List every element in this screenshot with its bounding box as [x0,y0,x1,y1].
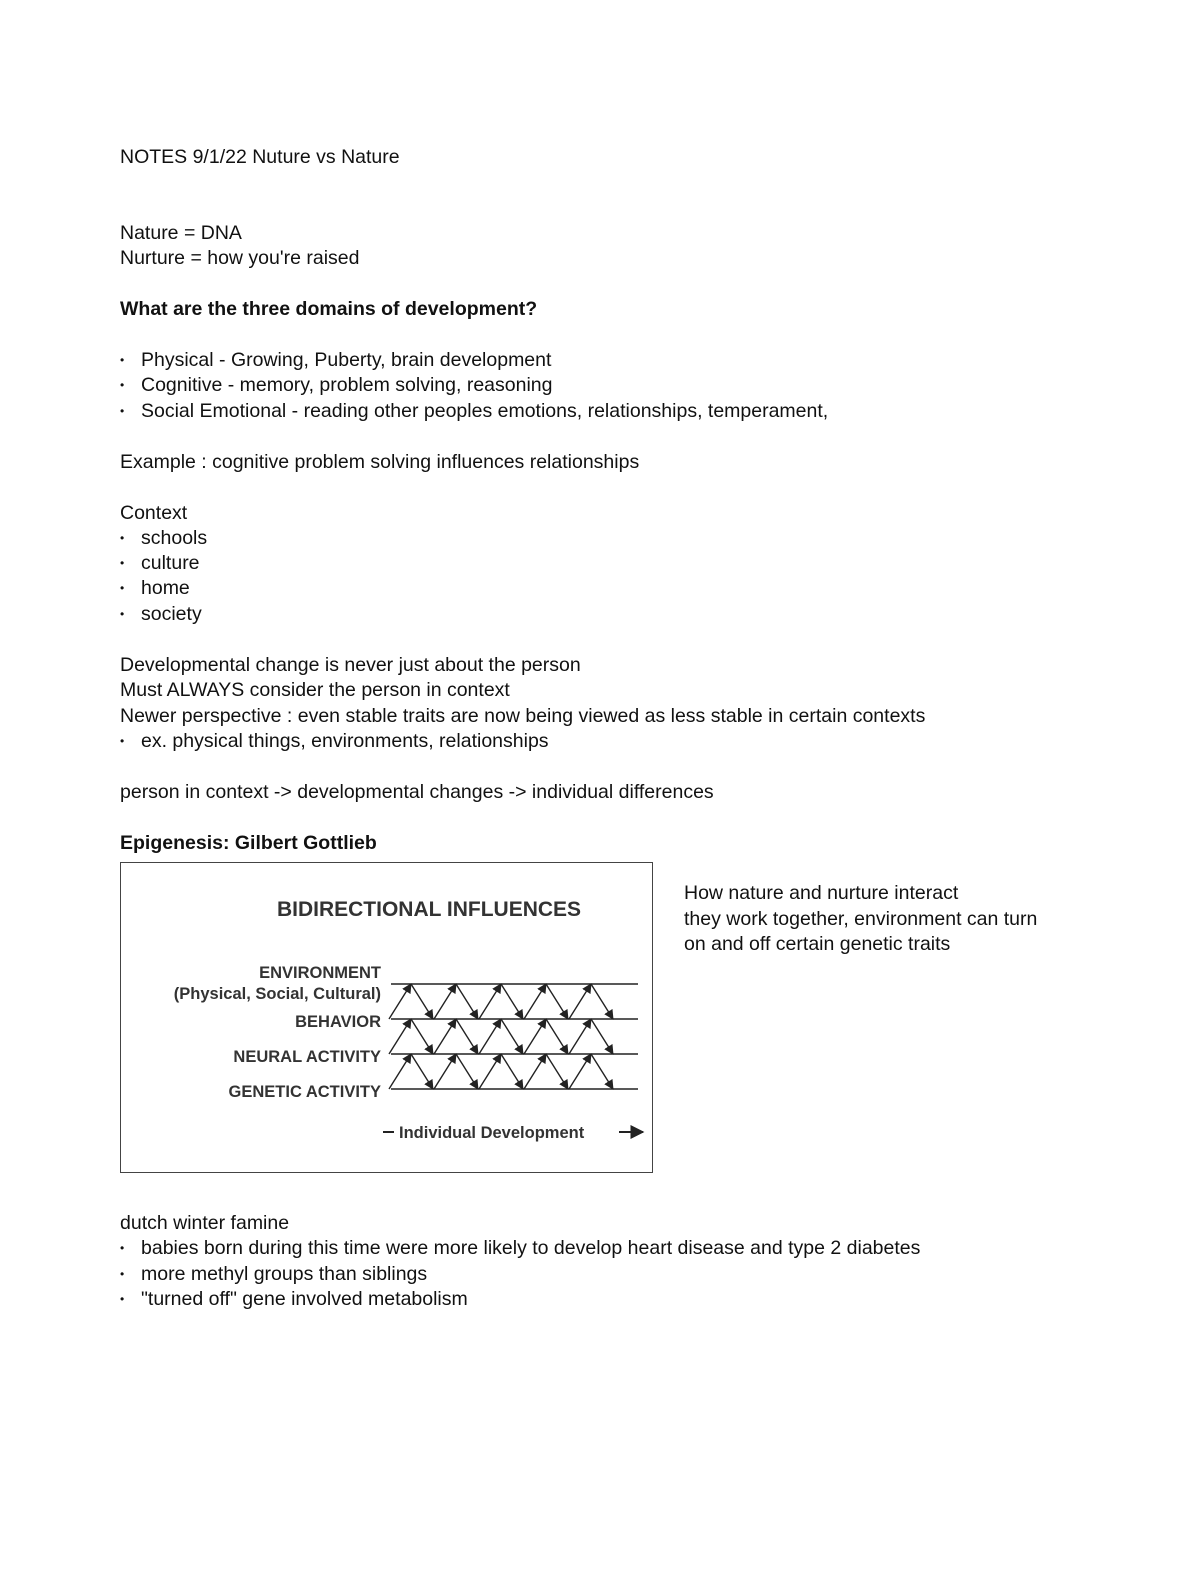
downward-influence-arrow [591,1054,613,1089]
upward-influence-arrow [524,1019,546,1054]
axis-label: Individual Development [399,1124,585,1142]
epigenesis-heading: Epigenesis: Gilbert Gottlieb [120,832,377,854]
label-genetic-activity: GENETIC ACTIVITY [228,1083,381,1101]
domain-item: • Social Emotional - reading other peoples emotions, relationships, temperament, [120,399,828,424]
figure-diagram [121,863,654,1174]
context-heading: Context [120,502,188,524]
downward-influence-arrow [501,1019,523,1054]
upward-influence-arrow [569,984,591,1019]
developmental-line: Newer perspective : even stable traits are now being viewed as less stable in certain contexts [120,705,926,727]
side-note-line: they work together, environment can turn [684,907,1038,930]
label-environment: ENVIRONMENT [259,964,381,982]
side-note-line: on and off certain genetic traits [684,933,951,955]
label-behavior: BEHAVIOR [295,1013,381,1031]
downward-influence-arrow [456,984,478,1019]
downward-influence-arrow [456,1019,478,1054]
downward-influence-arrow [411,1054,433,1089]
developmental-line: Developmental change is never just about the person [120,654,581,676]
downward-influence-arrow [456,1054,478,1089]
label-neural-activity: NEURAL ACTIVITY [233,1048,381,1066]
downward-influence-arrow [546,1019,568,1054]
definition-nurture: Nurture = how you're raised [120,247,360,269]
downward-influence-arrow [546,1054,568,1089]
upward-influence-arrow [434,984,456,1019]
upward-influence-arrow [479,1054,501,1089]
downward-influence-arrow [501,984,523,1019]
downward-influence-arrow [591,1019,613,1054]
context-item: • culture [120,551,200,576]
famine-item: • babies born during this time were more likely to develop heart disease and type 2 diabetes [120,1236,920,1261]
label-environment-sub: (Physical, Social, Cultural) [173,985,381,1003]
downward-influence-arrow [411,984,433,1019]
downward-influence-arrow [411,1019,433,1054]
upward-influence-arrow [389,1019,411,1054]
figure-title: BIDIRECTIONAL INFLUENCES [276,898,582,921]
context-item: • schools [120,526,207,551]
upward-influence-arrow [434,1019,456,1054]
influence-arrows [389,984,613,1089]
example-line: Example : cognitive problem solving influences relationships [120,451,640,473]
downward-influence-arrow [546,984,568,1019]
famine-heading: dutch winter famine [120,1212,290,1234]
upward-influence-arrow [389,1054,411,1089]
domains-heading: What are the three domains of development? [120,298,538,320]
developmental-bullet: • ex. physical things, environments, relationships [120,729,549,754]
upward-influence-arrow [569,1019,591,1054]
side-note [684,881,1037,958]
flow-line: person in context -> developmental changes -> individual differences [120,781,714,803]
downward-influence-arrow [591,984,613,1019]
domain-item: • Physical - Growing, Puberty, brain development [120,348,551,373]
upward-influence-arrow [479,1019,501,1054]
domain-item: • Cognitive - memory, problem solving, reasoning [120,373,552,398]
upward-influence-arrow [389,984,411,1019]
upward-influence-arrow [524,1054,546,1089]
side-note-line: How nature and nurture interact [684,882,959,904]
page-title: NOTES 9/1/22 Nuture vs Nature [120,146,400,168]
famine-item: • "turned off" gene involved metabolism [120,1287,468,1312]
upward-influence-arrow [479,984,501,1019]
context-item: • society [120,602,202,627]
upward-influence-arrow [524,984,546,1019]
developmental-line: Must ALWAYS consider the person in context [120,679,510,701]
definition-nature: Nature = DNA [120,222,242,244]
famine-item: • more methyl groups than siblings [120,1262,427,1287]
bidirectional-influences-figure [120,862,653,1173]
upward-influence-arrow [434,1054,456,1089]
downward-influence-arrow [501,1054,523,1089]
context-item: • home [120,576,190,601]
upward-influence-arrow [569,1054,591,1089]
